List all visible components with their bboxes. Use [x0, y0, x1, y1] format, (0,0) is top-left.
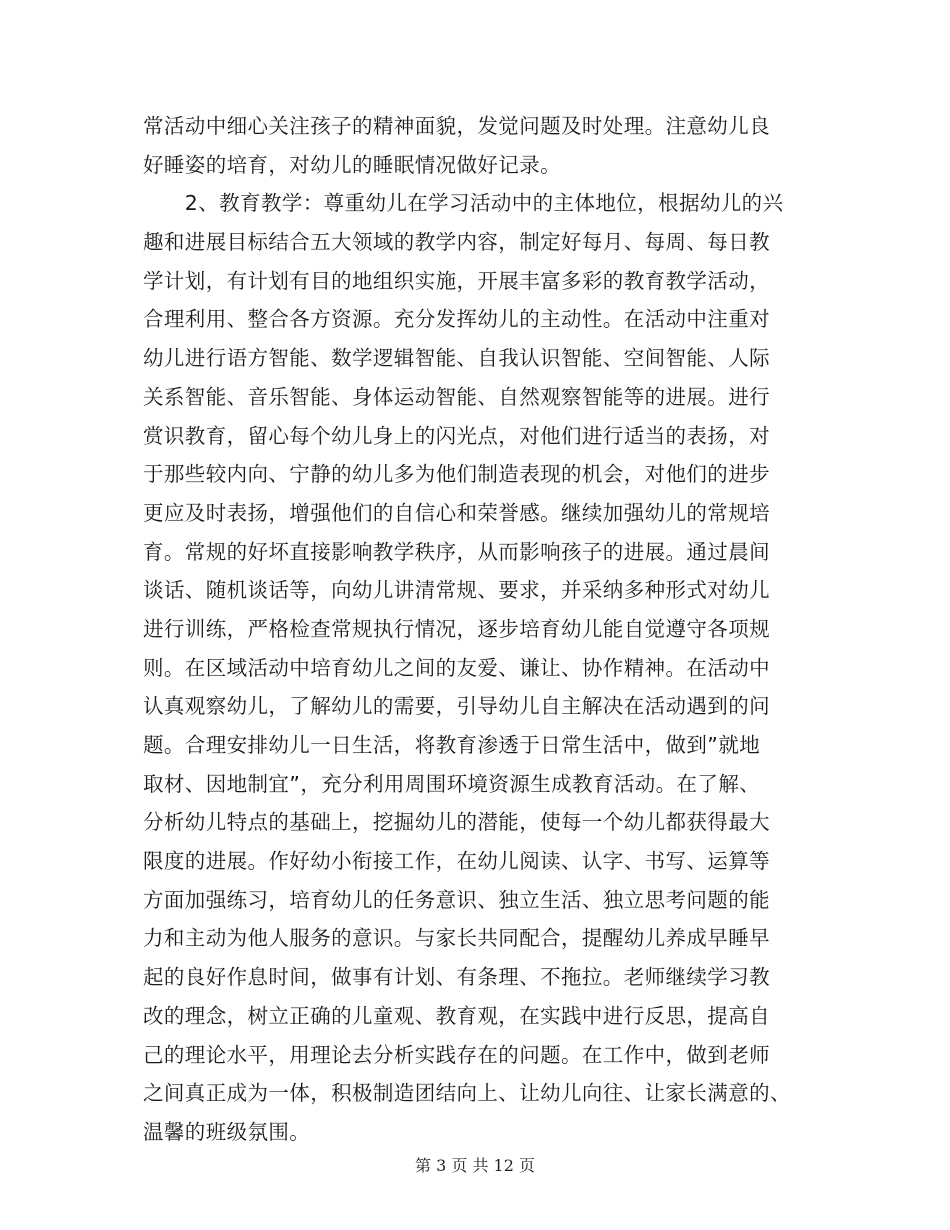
text-line: 方面加强练习，培育幼儿的任务意识、独立生活、独立思考问题的能	[143, 887, 770, 912]
page-number-footer: 第 3 页 共 12 页	[415, 1156, 535, 1175]
text-line: 好睡姿的培育，对幼儿的睡眠情况做好记录。	[143, 152, 561, 177]
text-line: 学计划，有计划有目的地组织实施，开展丰富多彩的教育教学活动，	[143, 268, 770, 293]
text-line: 于那些较内向、宁静的幼儿多为他们制造表现的机会，对他们的进步	[143, 462, 770, 487]
text-line: 取材、因地制宜”，充分利用周围环境资源生成教育活动。在了解、	[143, 771, 761, 796]
text-line: 题。合理安排幼儿一日生活，将教育渗透于日常生活中，做到”就地	[143, 733, 761, 757]
text-line: 改的理念，树立正确的儿童观、教育观，在实践中进行反思，提高自	[143, 1003, 770, 1028]
text-line: 分析幼儿特点的基础上，挖掘幼儿的潜能，使每一个幼儿都获得最大	[143, 810, 770, 835]
text-line: 更应及时表扬，增强他们的自信心和荣誉感。继续加强幼儿的常规培	[143, 500, 770, 525]
text-line: 合理利用、整合各方资源。充分发挥幼儿的主动性。在活动中注重对	[143, 307, 770, 332]
text-line: 赏识教育，留心每个幼儿身上的闪光点，对他们进行适当的表扬，对	[143, 423, 770, 448]
text-line: 认真观察幼儿，了解幼儿的需要，引导幼儿自主解决在活动遇到的问	[143, 694, 770, 719]
text-line: 则。在区域活动中培育幼儿之间的友爱、谦让、协作精神。在活动中	[143, 655, 770, 680]
body-text	[143, 107, 823, 1152]
text-line: 温馨的班级氛围。	[143, 1119, 311, 1144]
text-line: 起的良好作息时间，做事有计划、有条理、不拖拉。老师继续学习教	[143, 965, 770, 990]
text-line: 限度的进展。作好幼小衔接工作，在幼儿阅读、认字、书写、运算等	[143, 849, 770, 874]
text-line: 己的理论水平，用理论去分析实践存在的问题。在工作中，做到老师	[143, 1042, 770, 1067]
text-line: 幼儿进行语方智能、数学逻辑智能、自我认识智能、空间智能、人际	[143, 346, 770, 371]
text-line: 2、教育教学：尊重幼儿在学习活动中的主体地位，根据幼儿的兴	[143, 191, 784, 216]
text-line: 谈话、随机谈话等，向幼儿讲清常规、要求，并采纳多种形式对幼儿	[143, 578, 770, 603]
text-line: 趣和进展目标结合五大领域的教学内容，制定好每月、每周、每日教	[143, 230, 770, 255]
text-line: 育。常规的好坏直接影响教学秩序，从而影响孩子的进展。通过晨间	[143, 539, 770, 564]
text-line: 常活动中细心关注孩子的精神面貌，发觉问题及时处理。注意幼儿良	[143, 114, 770, 138]
text-line: 进行训练，严格检查常规执行情况，逐步培育幼儿能自觉遵守各项规	[143, 616, 770, 641]
text-line: 之间真正成为一体，积极制造团结向上、让幼儿向往、让家长满意的、	[143, 1081, 791, 1106]
text-line: 力和主动为他人服务的意识。与家长共同配合，提醒幼儿养成早睡早	[143, 926, 770, 951]
text-line: 关系智能、音乐智能、身体运动智能、自然观察智能等的进展。进行	[143, 384, 770, 409]
